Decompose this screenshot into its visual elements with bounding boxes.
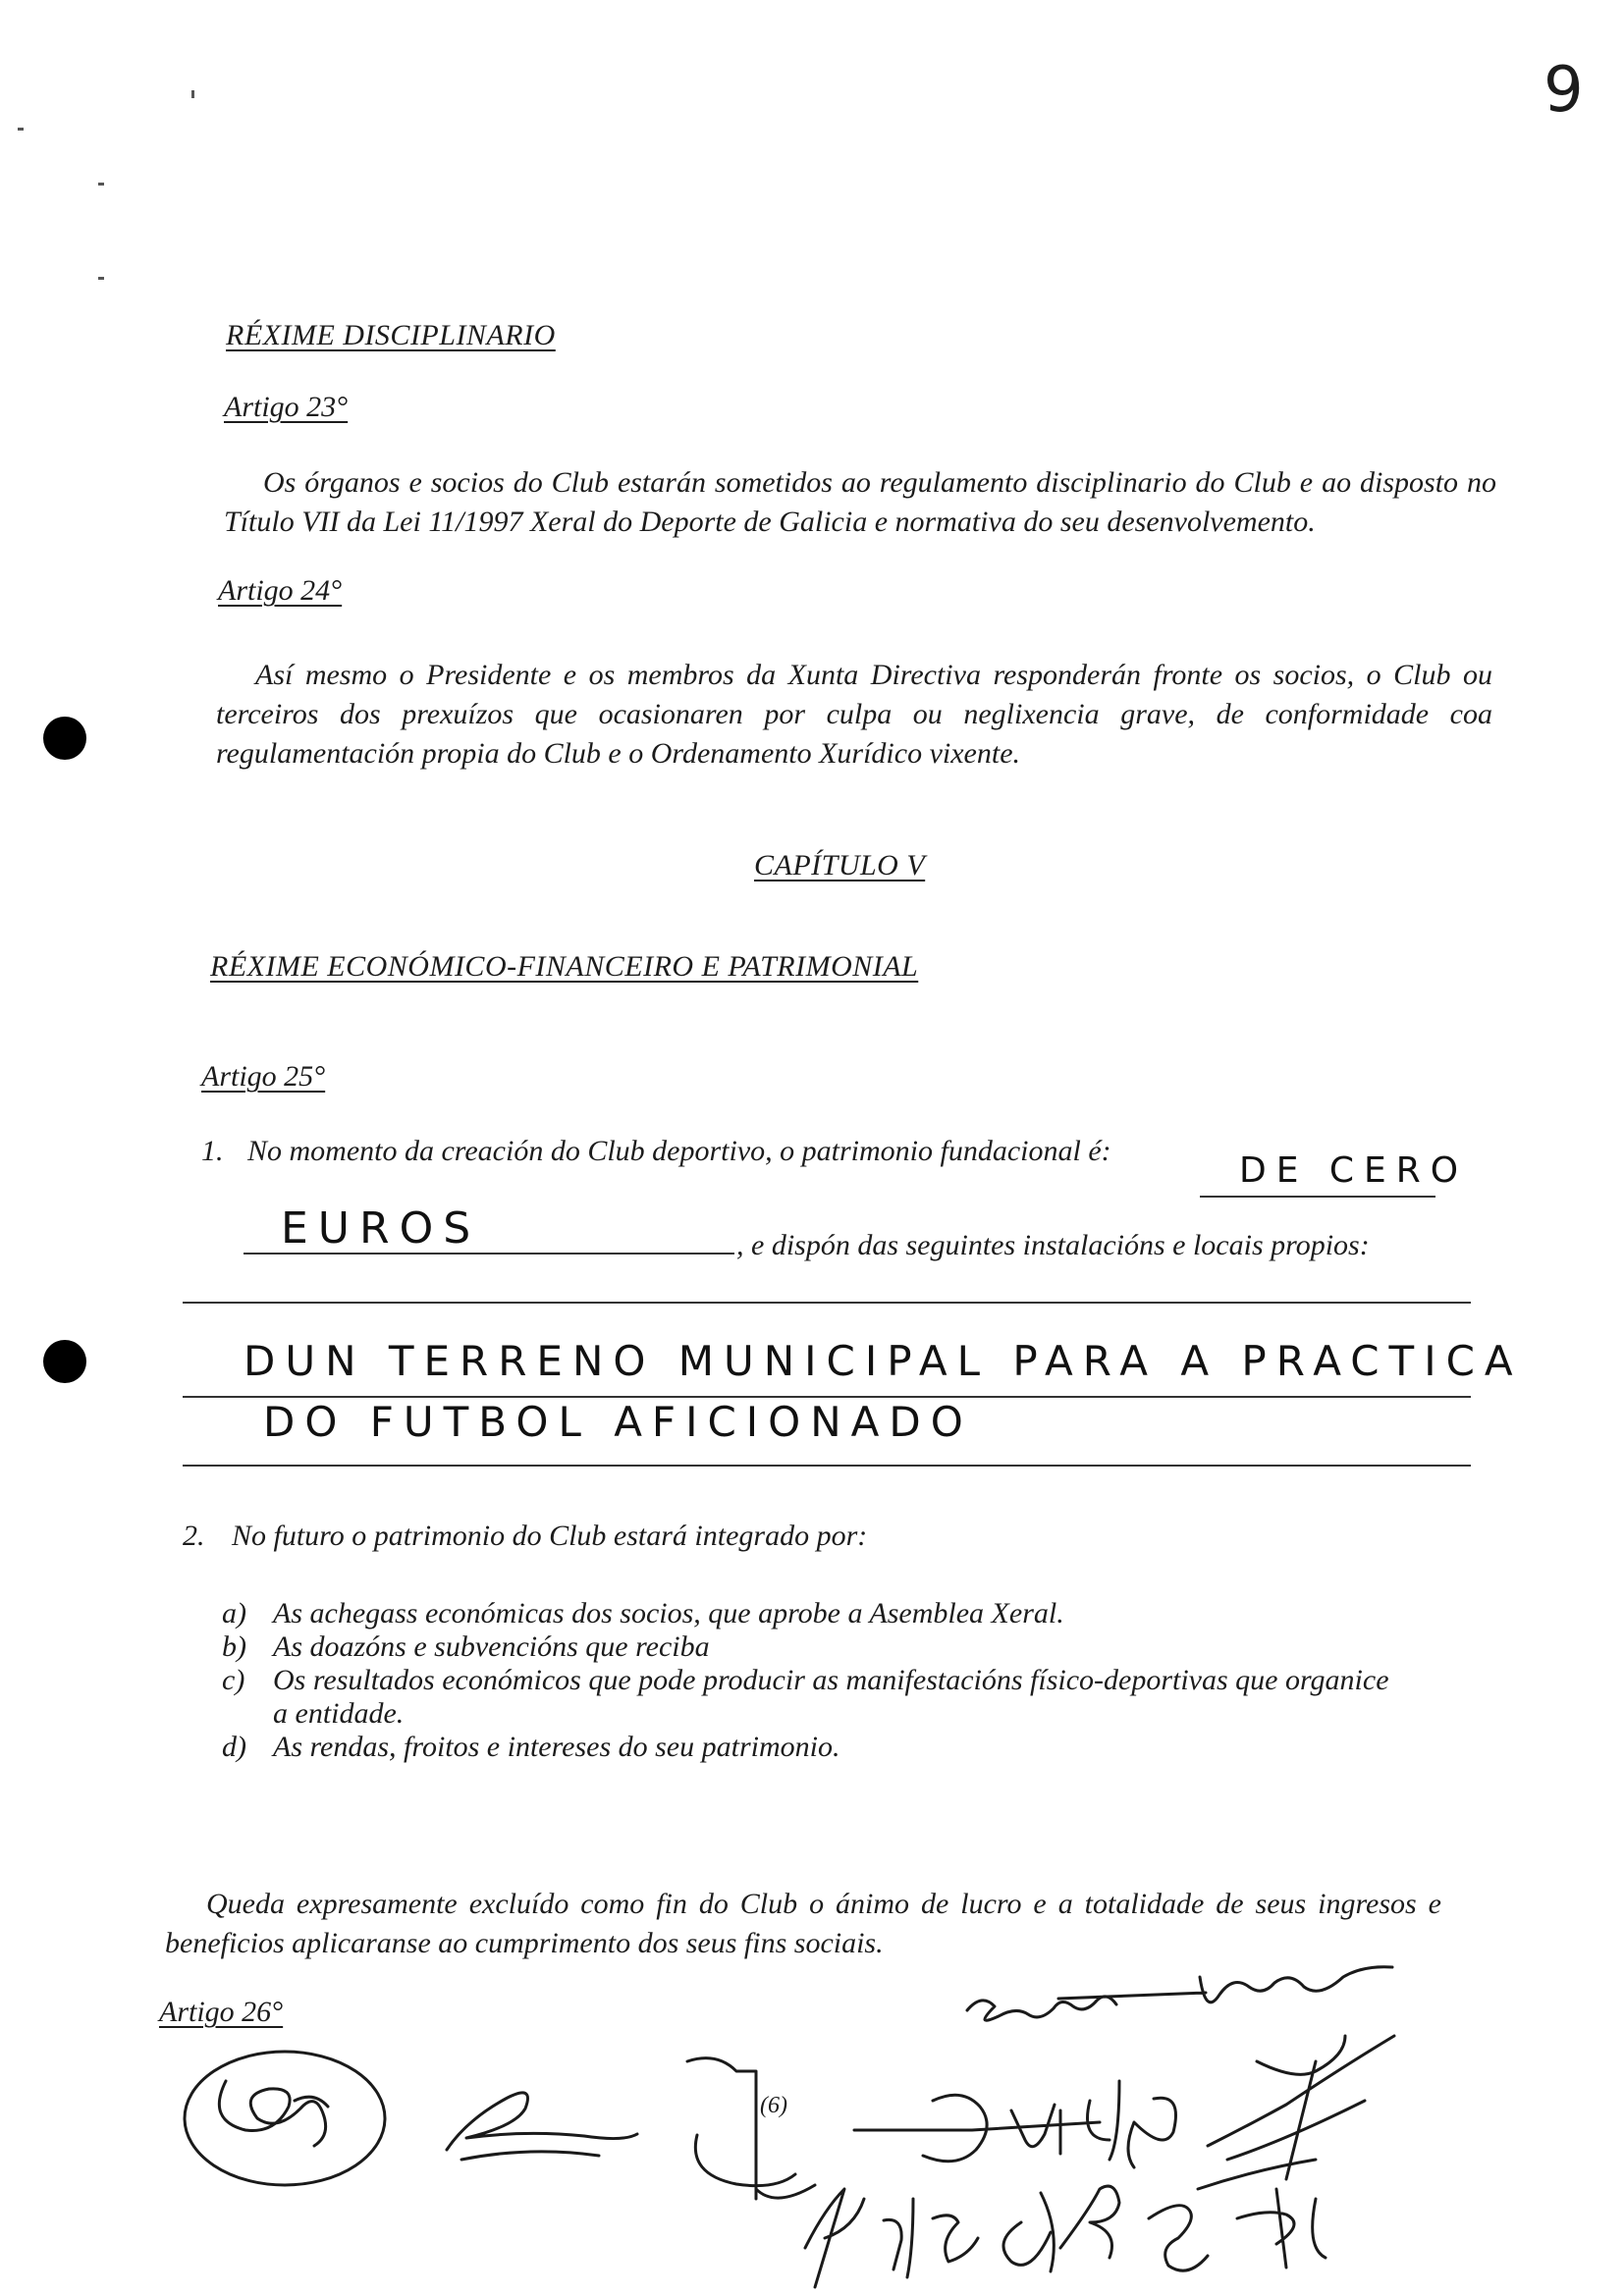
- article-26-title: Artigo 26°: [159, 1996, 284, 2028]
- article-25-p1-text: No momento da creación do Club deportivo, o patrimonio fundacional é:: [247, 1135, 1111, 1167]
- list-item-letter: d): [222, 1731, 246, 1763]
- signature-stroke: [687, 2058, 815, 2199]
- patrimony-item-list: [222, 1597, 1389, 1764]
- handwritten-facility-line-2: DO FUTBOL AFICIONADO: [263, 1398, 973, 1446]
- list-item-letter: a): [222, 1597, 246, 1629]
- scan-speck: [98, 183, 104, 186]
- list-item-letter: [222, 1697, 255, 1731]
- chapter-heading: CAPÍTULO V: [754, 849, 926, 881]
- signature-stroke: [854, 2081, 1176, 2167]
- section-heading-economic: RÉXIME ECONÓMICO-FINANCEIRO E PATRIMONIAL: [210, 950, 919, 983]
- scan-speck: [98, 277, 104, 280]
- scan-speck: [18, 128, 24, 131]
- fill-line: [183, 1302, 1471, 1304]
- signature-stroke: [219, 2081, 328, 2146]
- signature-oval: [185, 2052, 385, 2185]
- list-item: [222, 1664, 1389, 1697]
- article-25-p2-text: No futuro o patrimonio do Club estará integrado por:: [232, 1520, 868, 1552]
- list-item-letter: c): [222, 1664, 245, 1696]
- stamp-number: (6): [760, 2093, 787, 2118]
- list-item: [222, 1630, 1389, 1664]
- signature-stroke: [805, 2186, 1326, 2287]
- fill-line: [244, 1253, 734, 1255]
- article-24-text: Así mesmo o Presidente e os membros da Xunta Directiva responderán fronte os socios, o Club ou terceiros dos prexuízos que ocasionaren por culpa ou neglixencia grave, de conformidade coa regulamentación propia do Club e o Ordenamento Xurídico vixente.: [216, 659, 1492, 770]
- article-25-p1-text2: , e dispón das seguintes instalacións e locais propios:: [736, 1229, 1370, 1261]
- article-24-title: Artigo 24°: [218, 574, 343, 607]
- handwritten-currency: EUROS: [281, 1203, 481, 1254]
- article-25-p2-number: 2.: [183, 1520, 205, 1552]
- list-item: [222, 1731, 1389, 1764]
- fill-line: [183, 1465, 1471, 1467]
- article-25-closing-text: Queda expresamente excluído como fin do Club o ánimo de lucro e a totalidade de seus ingresos e beneficios aplicaranse ao cumprimento dos seus fins sociais.: [165, 1888, 1441, 1959]
- list-item-text: As rendas, froitos e intereses do seu patrimonio.: [273, 1731, 840, 1763]
- list-item: [222, 1597, 1389, 1630]
- page-number: 9: [1543, 54, 1584, 127]
- article-23-title: Artigo 23°: [224, 391, 349, 423]
- signature-stroke: [447, 2093, 637, 2160]
- list-item-text: Os resultados económicos que pode producir as manifestacións físico-deportivas que organice: [273, 1664, 1389, 1696]
- article-25-title: Artigo 25°: [201, 1060, 326, 1093]
- signature-stroke: [967, 1967, 1392, 2021]
- handwritten-fund-amount: DE CERO: [1239, 1150, 1469, 1191]
- fill-line: [1200, 1196, 1435, 1198]
- punch-hole: [43, 717, 86, 760]
- signature-stroke: [1198, 2036, 1394, 2189]
- article-23-text: Os órganos e socios do Club estarán sometidos ao regulamento disciplinario do Club e ao disposto no Título VII da Lei 11/1997 Xeral do Deporte de Galicia e normativa do seu desenvolvemento.: [224, 466, 1496, 538]
- article-25-p1-number: 1.: [201, 1135, 224, 1167]
- list-item-text: a entidade.: [273, 1697, 405, 1730]
- punch-hole: [43, 1340, 86, 1383]
- list-item-letter: b): [222, 1630, 246, 1663]
- scan-speck: [191, 90, 194, 98]
- list-item: [222, 1697, 1389, 1731]
- list-item-text: As achegass económicas dos socios, que aprobe a Asemblea Xeral.: [273, 1597, 1064, 1629]
- list-item-text: As doazóns e subvencións que reciba: [273, 1630, 710, 1663]
- section-heading-disciplinary: RÉXIME DISCIPLINARIO: [226, 319, 556, 351]
- handwritten-facility-line-1: DUN TERRENO MUNICIPAL PARA A PRACTICA: [244, 1337, 1523, 1385]
